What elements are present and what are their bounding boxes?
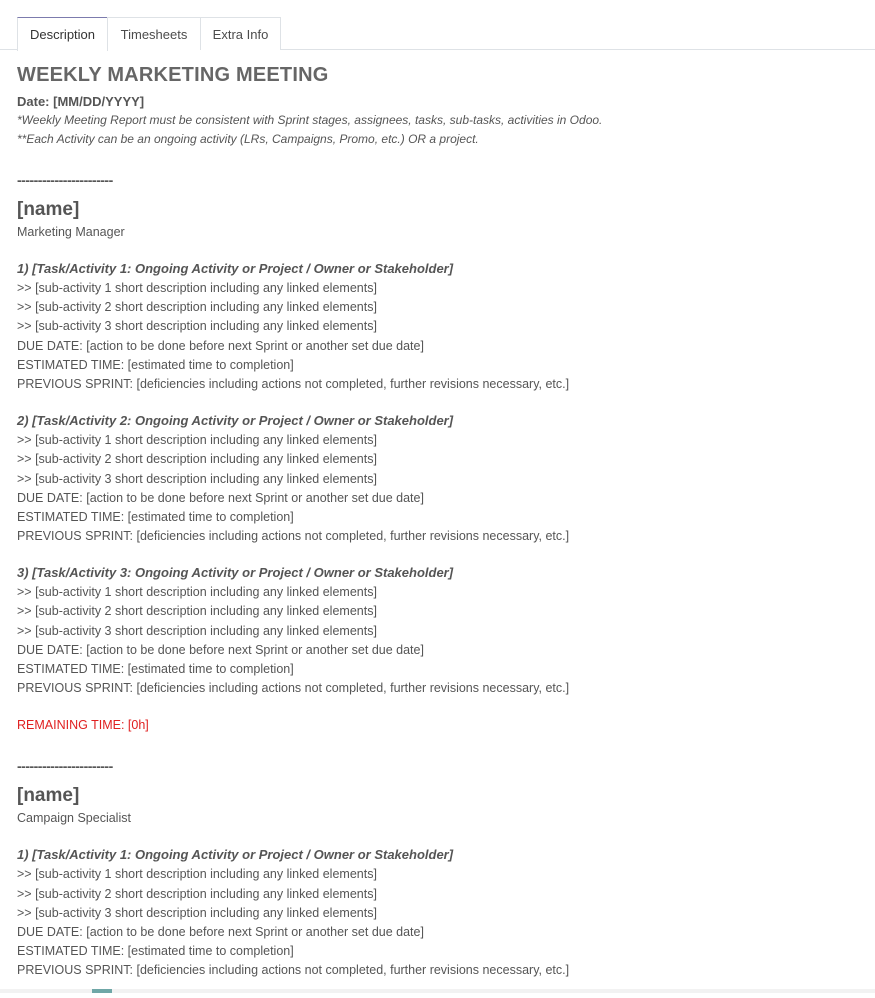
task-title: 3) [Task/Activity 3: Ongoing Activity or Project / Owner or Stakeholder] <box>17 565 454 581</box>
task-block <box>17 411 867 546</box>
tab-description[interactable]: Description <box>17 17 108 51</box>
task-line: >> [sub-activity 3 short description including any linked elements] <box>17 905 377 920</box>
task-line: DUE DATE: [action to be done before next Sprint or another set due date] <box>17 490 424 505</box>
note-line: **Each Activity can be an ongoing activity (LRs, Campaigns, Promo, etc.) OR a project. <box>17 132 479 146</box>
task-line: PREVIOUS SPRINT: [deficiencies including actions not completed, further revisions necessary, etc.] <box>17 681 570 696</box>
task-line: ESTIMATED TIME: [estimated time to completion] <box>17 944 294 959</box>
task-block <box>17 563 867 698</box>
note-line: *Weekly Meeting Report must be consistent with Sprint stages, assignees, tasks, sub-tasks, activities in Odoo. <box>17 113 603 127</box>
separator: ----------------------- <box>17 758 113 775</box>
task-line: >> [sub-activity 1 short description including any linked elements] <box>17 867 377 882</box>
task-line: PREVIOUS SPRINT: [deficiencies including actions not completed, further revisions necessary, etc.] <box>17 376 570 391</box>
task-title: 2) [Task/Activity 2: Ongoing Activity or Project / Owner or Stakeholder] <box>17 413 454 429</box>
meeting-date: Date: [MM/DD/YYYY] <box>17 94 145 109</box>
task-block <box>17 259 867 394</box>
form-tabs <box>0 17 875 50</box>
task-block <box>17 845 867 980</box>
task-line: >> [sub-activity 1 short description including any linked elements] <box>17 585 377 600</box>
task-line: DUE DATE: [action to be done before next Sprint or another set due date] <box>17 642 424 657</box>
task-line: ESTIMATED TIME: [estimated time to completion] <box>17 357 294 372</box>
horizontal-scrollbar[interactable] <box>0 989 875 993</box>
task-line: PREVIOUS SPRINT: [deficiencies including actions not completed, further revisions necessary, etc.] <box>17 963 570 978</box>
task-line: >> [sub-activity 2 short description including any linked elements] <box>17 604 377 619</box>
task-line: >> [sub-activity 2 short description including any linked elements] <box>17 452 377 467</box>
person-role: Marketing Manager <box>17 225 125 239</box>
task-line: >> [sub-activity 2 short description including any linked elements] <box>17 886 377 901</box>
person-role: Campaign Specialist <box>17 811 131 826</box>
task-line: DUE DATE: [action to be done before next Sprint or another set due date] <box>17 924 424 939</box>
description-editor[interactable] <box>17 62 867 998</box>
tab-extra-info[interactable]: Extra Info <box>200 17 281 50</box>
task-line: >> [sub-activity 3 short description including any linked elements] <box>17 319 377 334</box>
person-name: [name] <box>17 785 80 807</box>
scrollbar-thumb[interactable] <box>92 989 112 993</box>
task-line: >> [sub-activity 1 short description including any linked elements] <box>17 281 377 295</box>
tab-timesheets[interactable]: Timesheets <box>107 17 201 50</box>
task-title: 1) [Task/Activity 1: Ongoing Activity or Project / Owner or Stakeholder] <box>17 261 454 276</box>
task-line: >> [sub-activity 3 short description including any linked elements] <box>17 623 377 638</box>
task-line: PREVIOUS SPRINT: [deficiencies including actions not completed, further revisions necessary, etc.] <box>17 529 570 544</box>
person-name: [name] <box>17 199 80 220</box>
separator: ----------------------- <box>17 172 113 188</box>
task-line: >> [sub-activity 2 short description including any linked elements] <box>17 300 377 315</box>
page-title: WEEKLY MARKETING MEETING <box>17 64 329 86</box>
task-line: DUE DATE: [action to be done before next Sprint or another set due date] <box>17 338 424 353</box>
task-line: ESTIMATED TIME: [estimated time to completion] <box>17 662 294 676</box>
task-line: >> [sub-activity 3 short description including any linked elements] <box>17 471 377 486</box>
task-title: 1) [Task/Activity 1: Ongoing Activity or Project / Owner or Stakeholder] <box>17 847 454 863</box>
task-line: >> [sub-activity 1 short description including any linked elements] <box>17 433 377 448</box>
remaining-time: REMAINING TIME: [0h] <box>17 718 149 733</box>
task-line: ESTIMATED TIME: [estimated time to completion] <box>17 509 294 524</box>
